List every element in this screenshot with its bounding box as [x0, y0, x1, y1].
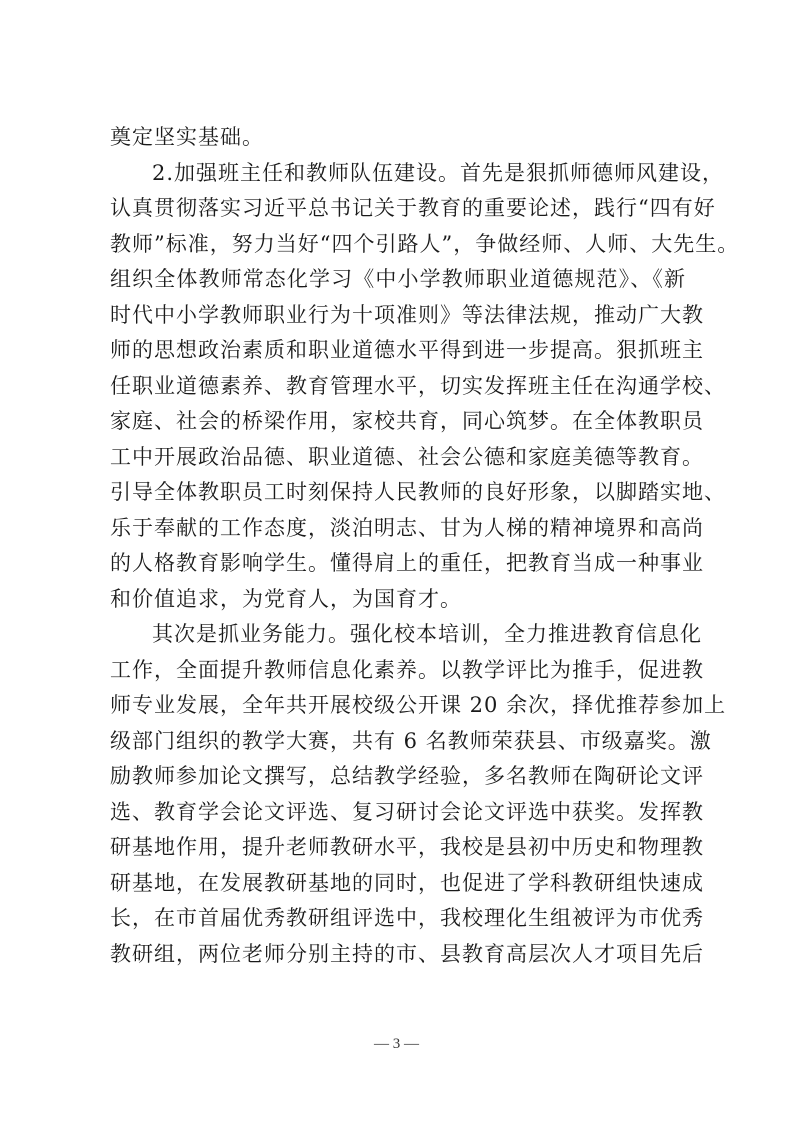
paragraph-first-line: 2.加强班主任和教师队伍建设。首先是狠抓师德师风建设， — [152, 160, 725, 185]
paragraph-first-line: 其次是抓业务能力。强化校本培训，全力推进教育信息化 — [152, 622, 702, 646]
text-line: 引导全体教职员工时刻保持人民教师的良好形象，以脚踏实地、 — [110, 480, 726, 504]
page-number: — 3 — — [374, 1036, 419, 1052]
text-line: 和价值追求，为党育人，为国育才。 — [110, 586, 462, 611]
text-line: 认真贯彻落实习近平总书记关于教育的重要论述，践行“四有好 — [110, 196, 716, 220]
text-line: 组织全体教师常态化学习《中小学教师职业道德规范》、《新 — [110, 267, 686, 291]
text-line: 任职业道德素养、教育管理水平，切实发挥班主任在沟通学校、 — [110, 373, 726, 398]
text-line: 级部门组织的教学大赛，共有 6 名教师荣获县、市级嘉奖。激 — [110, 728, 712, 753]
text-line: 工中开展政治品德、职业道德、社会公德和家庭美德等教育。 — [110, 444, 704, 469]
text-line: 励教师参加论文撰写，总结教学经验，多名教师在陶研论文评 — [110, 764, 704, 788]
text-line: 工作，全面提升教师信息化素养。以教学评比为推手，促进教 — [110, 657, 704, 682]
text-line: 奠定坚实基础。 — [110, 125, 264, 149]
text-line: 家庭、社会的桥梁作用，家校共育，同心筑梦。在全体教职员 — [110, 409, 704, 433]
text-line: 研基地，在发展教研基地的同时，也促进了学科教研组快速成 — [110, 870, 704, 895]
text-line: 时代中小学教师职业行为十项准则》等法律法规，推动广大教 — [110, 302, 704, 327]
text-line: 研基地作用，提升老师教研水平，我校是县初中历史和物理教 — [110, 835, 704, 859]
text-line: 选、教育学会论文评选、复习研讨会论文评选中获奖。发挥教 — [110, 799, 704, 824]
body-text — [110, 120, 740, 972]
text-line: 乐于奉献的工作态度，淡泊明志、甘为人梯的精神境界和高尚 — [110, 515, 704, 540]
text-line: 师的思想政治素质和职业道德水平得到进一步提高。狠抓班主 — [110, 338, 704, 362]
text-line: 师专业发展，全年共开展校级公开课 20 余次，择优推荐参加上 — [110, 693, 727, 717]
text-line: 教研组，两位老师分别主持的市、县教育高层次人才项目先后 — [110, 941, 704, 966]
text-line: 的人格教育影响学生。懂得肩上的重任，把教育当成一种事业 — [110, 551, 704, 575]
text-line: 长，在市首届优秀教研组评选中，我校理化生组被评为市优秀 — [110, 906, 704, 930]
text-line: 教师”标准，努力当好“四个引路人”，争做经师、人师、大先生。 — [110, 231, 740, 256]
